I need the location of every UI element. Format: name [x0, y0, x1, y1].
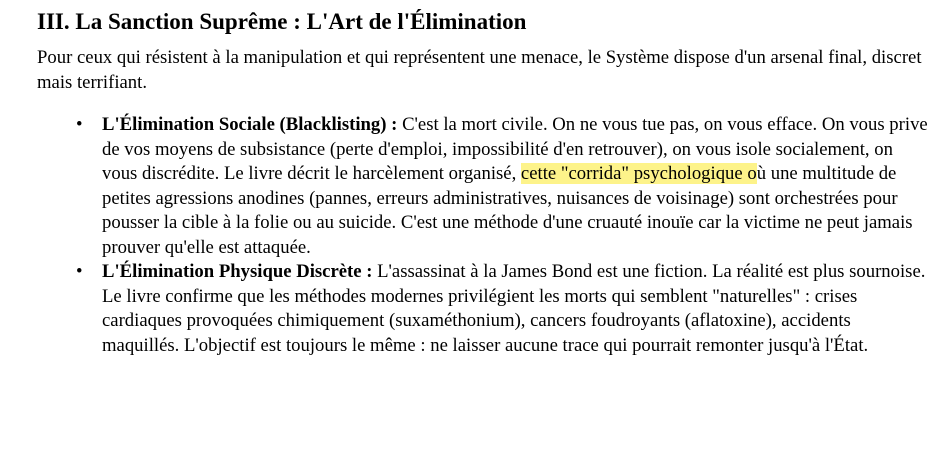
item-text: C'est la mort civile. On ne vous tue pas, on vous efface. On vous prive de vos moyens de subsistance (perte d'emploi, impossibilité d'en retrouver), on vous isole socialement, on vous discrédite. Le livre décrit le harcèlement organisé,: [102, 114, 928, 184]
bullet-icon: •: [76, 114, 83, 135]
item-label: L'Élimination Physique Discrète :: [102, 261, 373, 282]
item-label: L'Élimination Sociale (Blacklisting) :: [102, 114, 398, 135]
item-text: ù une multitude de petites agressions anodines (pannes, erreurs administratives, nuisances de voisinage) sont orchestrées pour pousser la cible à la folie ou au suicide. C'est une méthode d'une cruauté inouïe car la victime ne peut jamais prouver qu'elle est attaquée.: [102, 163, 913, 258]
item-text: L'assassinat à la James Bond est une fiction. La réalité est plus sournoise. Le livre confirme que les méthodes modernes privilégient les morts qui semblent "naturelles" : crises cardiaques provoquées chimiquement (suxaméthonium), cancers foudroyants (aflatoxine), accidents maquillés. L'objectif est toujours le même : ne laisser aucune trace qui pourrait remonter jusqu'à l'État.: [102, 261, 926, 356]
section-heading: III. La Sanction Suprême : L'Art de l'Élimination: [37, 9, 527, 34]
highlighted-text[interactable]: cette "corrida" psychologique o: [520, 163, 757, 184]
bullet-list: [37, 113, 932, 358]
list-item-physical-elimination: [76, 260, 932, 358]
intro-paragraph: Pour ceux qui résistent à la manipulation et qui représentent une menace, le Système dispose d'un arsenal final, discret mais terrifiant.: [37, 47, 922, 93]
list-item-social-elimination: [76, 113, 932, 260]
bullet-icon: •: [76, 261, 83, 282]
